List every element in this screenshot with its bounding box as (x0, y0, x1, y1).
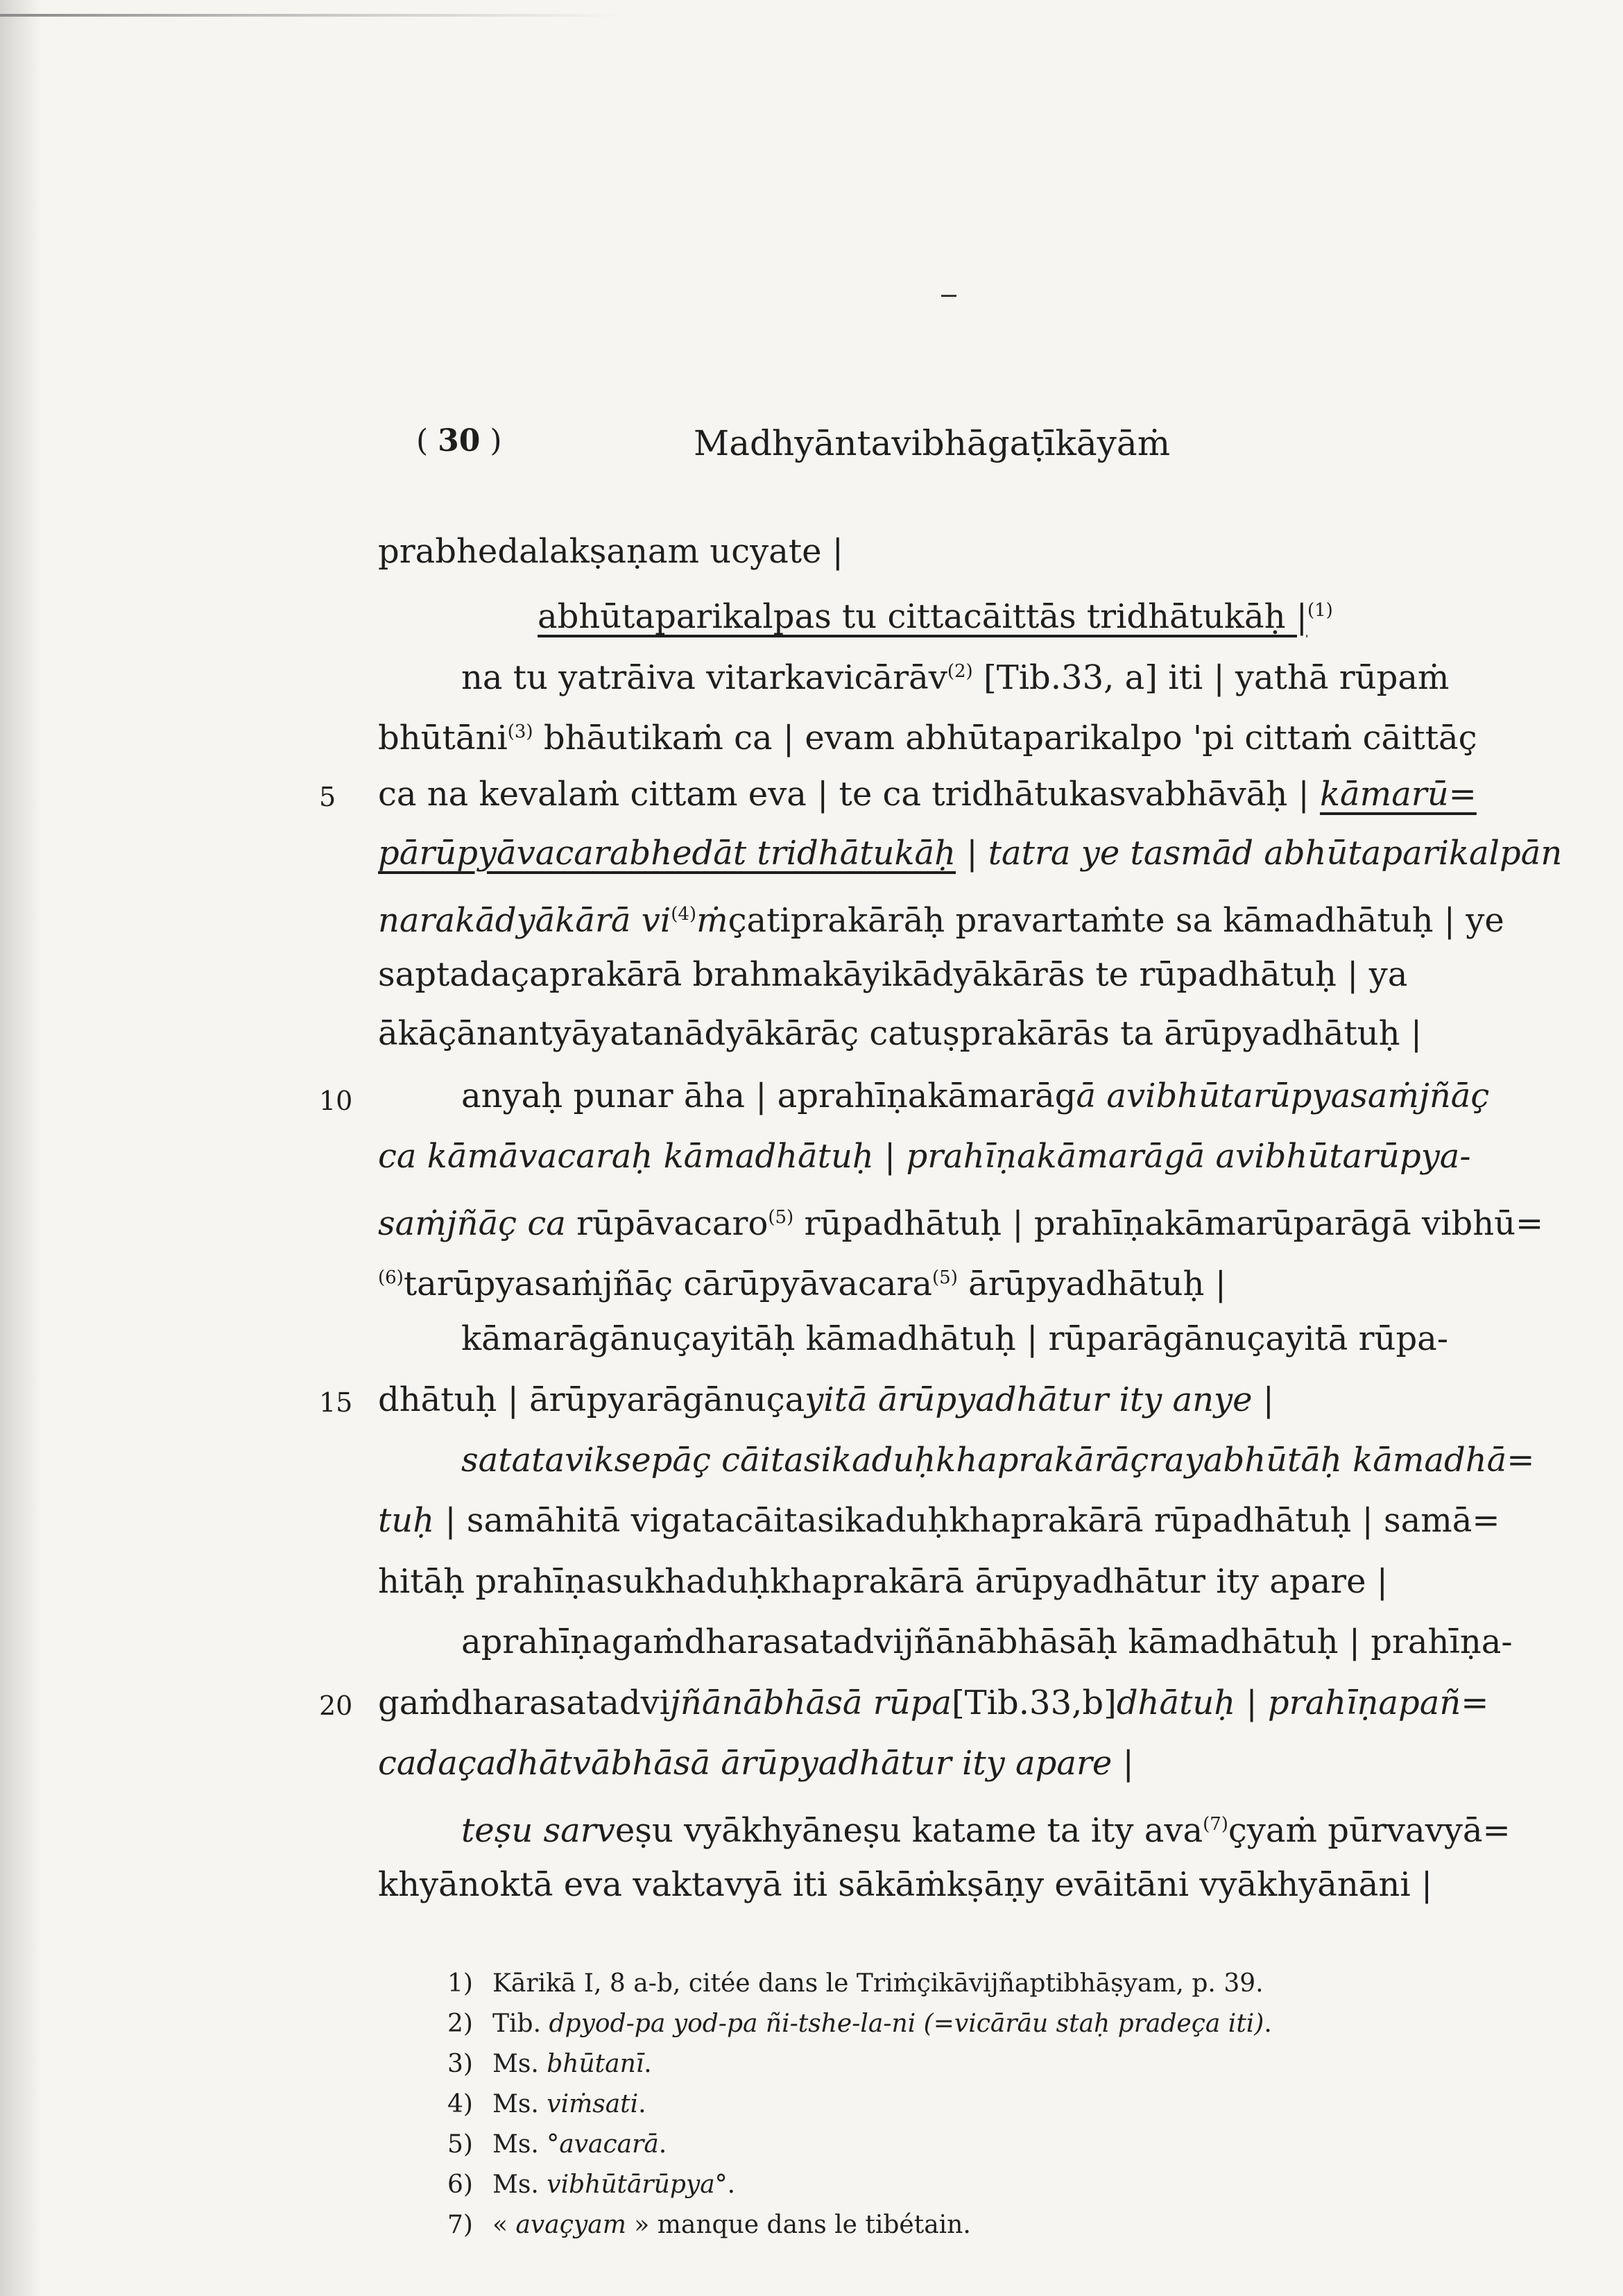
text-line: teṣu sarveṣu vyākhyāneṣu katame ta ity ava$^{(7)}$çyaṁ pūrvavyā= (461, 1811, 1511, 1850)
text-line: ca kāmāvacaraḥ kāmadhātuḥ | prahīṇakāmarāgā avibhūtarūpya- (378, 1137, 1471, 1176)
text-line: kāmarāgānuçayitāḥ kāmadhātuḥ | rūparāgānuçayitā rūpa- (461, 1319, 1449, 1358)
text-line: cadaçadhātvābhāsā ārūpyadhātur ity apare | (378, 1744, 1134, 1783)
running-title: Madhyāntavibhāgaṭīkāyāṁ (694, 423, 1171, 463)
text-line: hitāḥ prahīṇasukhaduḥkhaprakārā ārūpyadhātur ity apare | (378, 1562, 1388, 1601)
text-line: khyānoktā eva vaktavyā iti sākāṁkṣāṇy evāitāni vyākhyānāni | (378, 1865, 1433, 1904)
line-number: 10 (319, 1086, 353, 1116)
verse-line: abhūtaparikalpas tu cittacāittās tridhātukāḥ $|^{(1)}$ (538, 597, 1333, 636)
footnote: 4) Ms. viṁsati. (447, 2090, 646, 2118)
footnote: 3) Ms. bhūtanī. (447, 2050, 652, 2078)
text-line: narakādyākārā $vi^{(4)}ṁçatiprakārāḥ$ pravartaṁte sa kāmadhātuḥ | ye (378, 901, 1504, 940)
text-line: bhūtāni$^{(3)}$ bhāutikaṁ ca | evam abhūtaparikalpo 'pi cittaṁ cāittāç (378, 719, 1477, 757)
text-line: aprahīṇagaṁdharasatadvijñānābhāsāḥ kāmadhātuḥ | prahīṇa- (461, 1622, 1513, 1661)
text-line: tuḥ | samāhitā vigatacāitasikaduḥkhaprakārā rūpadhātuḥ | samā= (378, 1501, 1500, 1540)
line-number: 15 (319, 1387, 353, 1418)
footnote: 2) Tib. dpyod-pa yod-pa ñi-tshe-la-ni (=vicārāu staḥ pradeça iti). (447, 2010, 1272, 2038)
footnote: 6) Ms. vibhūtārūpya°. (447, 2170, 736, 2199)
line-number: 20 (319, 1690, 353, 1721)
page-number: ( 30 ) (416, 423, 502, 459)
text-line: anyaḥ punar āha | aprahīṇakāmarāgā avibhūtarūpyasaṁjñāç (461, 1077, 1490, 1115)
text-line: ca na kevalaṁ cittam eva | te ca tridhātukasvabhāvāḥ | kāmarū= (378, 775, 1477, 814)
text-line: saṁjñāç ca rūpāvacaro$^{(5)}$ rūpadhātuḥ | prahīṇakāmarūparāgā vibhū= (378, 1204, 1544, 1243)
text-line: ākāçānantyāyatanādyākārāç catuṣprakārās ta ārūpyadhātuḥ | (378, 1014, 1423, 1053)
text-line: saptadaçaprakārā brahmakāyikādyākārās te rūpadhātuḥ | ya (378, 955, 1408, 994)
text-line: pārūpyāvacarabhedāt tridhātukāḥ | tatra ye tasmād abhūtaparikalpān (378, 834, 1563, 873)
text-line: $^{(6)}$tarūpyasaṁjñāç cārūpyāvacara$^{(5)}$ ārūpyadhātuḥ | (378, 1265, 1226, 1303)
line-number: 5 (319, 782, 336, 812)
text-line: gaṁdharasatadvijñānābhāsā rūpa[Tib.33,b]dhātuḥ | prahīṇapañ= (378, 1684, 1489, 1722)
text-line: na tu yatrāiva vitarkavicārāv$^{(2)}$ [Tib.33, a] iti | yathā rūpaṁ (461, 658, 1450, 697)
footnote: 5) Ms. °avacarā. (447, 2130, 667, 2159)
text-line: dhātuḥ | ārūpyarāgānuçayitā ārūpyadhātur ity anye | (378, 1380, 1274, 1419)
text-line: prabhedalakṣaṇam ucyate | (378, 532, 843, 571)
footnote: 7) « avaçyam » manque dans le tibétain. (447, 2211, 971, 2239)
text-line: satataviksepāç cāitasikaduḥkhaprakārāçrayabhūtāḥ kāmadhā= (461, 1441, 1535, 1480)
footnote: 1) Kārikā I, 8 a-b, citée dans le Triṁçikāvijñaptibhāṣyam, p. 39. (447, 1969, 1264, 1998)
